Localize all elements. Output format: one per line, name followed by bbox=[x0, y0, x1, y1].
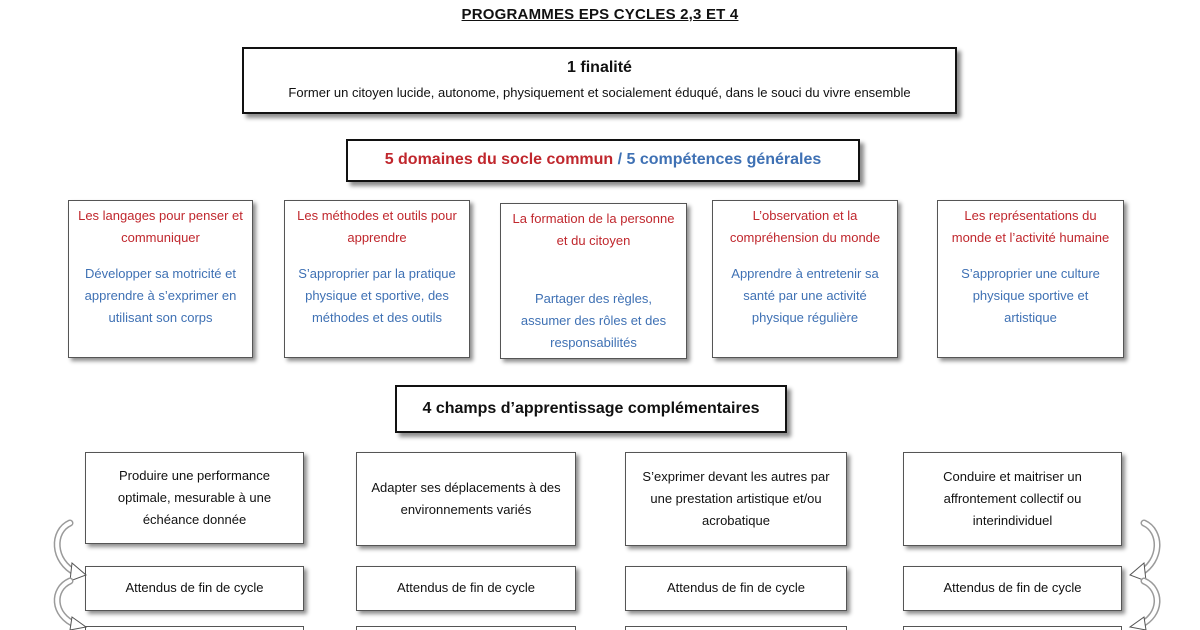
competence-label: S’approprier par la pratique physique et sportive, des méthodes et des outils bbox=[298, 266, 456, 325]
domaine-box-5 bbox=[937, 200, 1124, 358]
curved-arrow-icon bbox=[57, 581, 86, 630]
competence-label: Partager des règles, assumer des rôles et des responsabilités bbox=[520, 291, 667, 350]
domaine-box-3 bbox=[500, 203, 687, 359]
finalite-text: Former un citoyen lucide, autonome, physiquement et socialement éduqué, dans le souci du vivre ensemble bbox=[288, 85, 911, 100]
attendus-box-4: Attendus de fin de cycle bbox=[903, 566, 1122, 611]
domaine-label: La formation de la personne et du citoyen bbox=[512, 211, 675, 248]
champ-label: S’exprimer devant les autres par une prestation artistique et/ou acrobatique bbox=[642, 469, 830, 528]
next-box-stub-3 bbox=[625, 626, 847, 630]
curved-arrow-icon bbox=[1130, 523, 1157, 581]
champ-box-1 bbox=[85, 452, 304, 544]
attendus-box-3: Attendus de fin de cycle bbox=[625, 566, 847, 611]
socle-box bbox=[346, 139, 860, 182]
socle-domaines-label: 5 domaines du socle commun bbox=[384, 151, 614, 168]
domaine-box-2 bbox=[284, 200, 470, 358]
page-title: PROGRAMMES EPS CYCLES 2,3 ET 4 bbox=[461, 6, 739, 23]
domaine-label: Les représentations du monde et l’activité humaine bbox=[951, 208, 1110, 245]
champ-label: Produire une performance optimale, mesurable à une échéance donnée bbox=[117, 468, 272, 527]
next-box-stub-4 bbox=[903, 626, 1122, 630]
champ-box-4 bbox=[903, 452, 1122, 546]
attendus-box-2: Attendus de fin de cycle bbox=[356, 566, 576, 611]
finalite-heading: 1 finalité bbox=[567, 59, 632, 76]
finalite-box bbox=[242, 47, 957, 114]
domaine-label: L’observation et la compréhension du monde bbox=[729, 208, 881, 245]
champs-heading: 4 champs d’apprentissage complémentaires bbox=[395, 385, 787, 433]
domaine-label: Les méthodes et outils pour apprendre bbox=[297, 208, 457, 245]
domaine-label: Les langages pour penser et communiquer bbox=[78, 208, 243, 245]
socle-competences-label: 5 compétences générales bbox=[626, 151, 822, 168]
champ-label: Conduire et maitriser un affrontement collectif ou interindividuel bbox=[943, 469, 1082, 528]
curved-arrows-left bbox=[48, 515, 90, 630]
next-box-stub-2 bbox=[356, 626, 576, 630]
socle-separator: / bbox=[613, 151, 627, 168]
champ-label: Adapter ses déplacements à des environnements variés bbox=[371, 480, 561, 517]
competence-label: Apprendre à entretenir sa santé par une activité physique régulière bbox=[731, 266, 879, 325]
competence-label: S’approprier une culture physique sportive et artistique bbox=[961, 266, 1100, 325]
curved-arrow-icon bbox=[1130, 581, 1157, 630]
competence-label: Développer sa motricité et apprendre à s’exprimer en utilisant son corps bbox=[84, 266, 237, 325]
attendus-box-1: Attendus de fin de cycle bbox=[85, 566, 304, 611]
champ-box-2 bbox=[356, 452, 576, 546]
domaine-box-1 bbox=[68, 200, 253, 358]
curved-arrows-right bbox=[1128, 515, 1170, 630]
domaine-box-4 bbox=[712, 200, 898, 358]
champ-box-3 bbox=[625, 452, 847, 546]
curved-arrow-icon bbox=[57, 523, 86, 581]
next-box-stub-1 bbox=[85, 626, 304, 630]
